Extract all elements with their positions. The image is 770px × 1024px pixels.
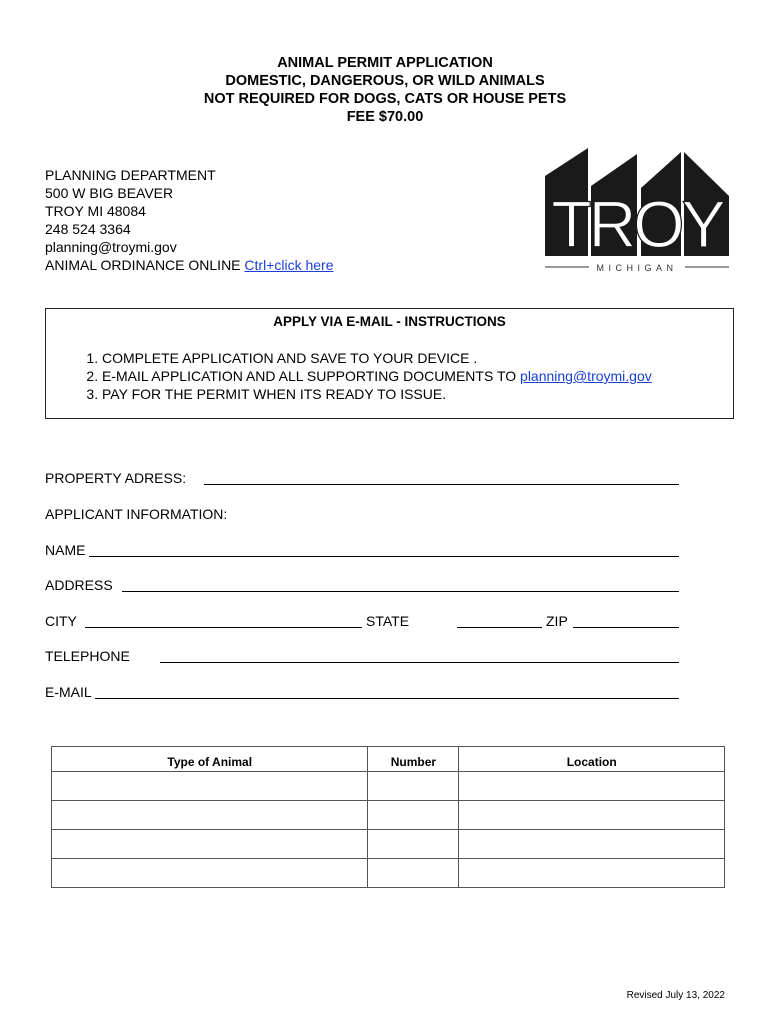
instruction-text: E-MAIL APPLICATION AND ALL SUPPORTING DOCUMENTS TO xyxy=(102,368,521,384)
table-header-row xyxy=(52,747,725,772)
address-label: ADDRESS xyxy=(45,577,113,593)
animal-location-cell[interactable] xyxy=(459,859,725,888)
instruction-item: 1. COMPLETE APPLICATION AND SAVE TO YOUR DEVICE . xyxy=(102,349,733,367)
ordinance-line xyxy=(45,256,334,274)
table-row xyxy=(52,772,725,801)
animal-type-cell[interactable] xyxy=(52,772,368,801)
email-link[interactable]: planning@troymi.gov xyxy=(520,368,652,384)
location-header: Location xyxy=(459,747,725,772)
logo-word: TROY xyxy=(551,187,723,261)
state-field[interactable] xyxy=(457,627,542,628)
logo-subtitle: MICHIGAN xyxy=(596,263,678,273)
animal-type-cell[interactable] xyxy=(52,859,368,888)
instructions-list xyxy=(46,349,733,403)
contact-block xyxy=(45,166,334,274)
city-label: CITY xyxy=(45,613,77,629)
street-address: 500 W BIG BEAVER xyxy=(45,185,174,201)
city-state-zip: TROY MI 48084 xyxy=(45,203,146,219)
email-label: E-MAIL xyxy=(45,684,92,700)
applicant-info-heading: APPLICANT INFORMATION: xyxy=(45,506,228,522)
form-subtitle: DOMESTIC, DANGEROUS, OR WILD ANIMALS xyxy=(225,73,545,89)
contact-email: planning@troymi.gov xyxy=(45,239,177,255)
animal-location-cell[interactable] xyxy=(459,772,725,801)
form-title-block xyxy=(0,54,770,126)
form-note: NOT REQUIRED FOR DOGS, CATS OR HOUSE PETS xyxy=(203,91,567,107)
instruction-item xyxy=(102,367,733,385)
instruction-item: 3. PAY FOR THE PERMIT WHEN ITS READY TO ISSUE. xyxy=(102,385,733,403)
property-address-field[interactable] xyxy=(204,484,679,485)
city-field[interactable] xyxy=(85,627,362,628)
animal-number-cell[interactable] xyxy=(368,772,459,801)
name-field[interactable] xyxy=(89,556,679,557)
ordinance-label: ANIMAL ORDINANCE ONLINE xyxy=(45,257,245,273)
instructions-box xyxy=(45,308,734,419)
animal-number-cell[interactable] xyxy=(368,859,459,888)
animal-type-cell[interactable] xyxy=(52,830,368,859)
number-header: Number xyxy=(368,747,459,772)
phone-number: 248 524 3364 xyxy=(45,221,131,237)
troy-logo xyxy=(541,146,733,276)
animal-table xyxy=(51,746,725,888)
zip-field[interactable] xyxy=(573,627,679,628)
address-field[interactable] xyxy=(122,591,679,592)
animal-number-cell[interactable] xyxy=(368,830,459,859)
table-row xyxy=(52,801,725,830)
telephone-label: TELEPHONE xyxy=(45,648,130,664)
zip-label: ZIP xyxy=(546,613,568,629)
animal-location-cell[interactable] xyxy=(459,801,725,830)
animal-type-cell[interactable] xyxy=(52,801,368,830)
department-name: PLANNING DEPARTMENT xyxy=(45,167,216,183)
table-row xyxy=(52,830,725,859)
fee-label: FEE $70.00 xyxy=(346,109,424,125)
form-title: ANIMAL PERMIT APPLICATION xyxy=(277,55,493,71)
ordinance-link[interactable]: Ctrl+click here xyxy=(244,257,334,273)
animal-location-cell[interactable] xyxy=(459,830,725,859)
telephone-field[interactable] xyxy=(160,662,679,663)
name-label: NAME xyxy=(45,542,86,558)
type-of-animal-header: Type of Animal xyxy=(52,747,368,772)
animal-number-cell[interactable] xyxy=(368,801,459,830)
revision-date: Revised July 13, 2022 xyxy=(626,990,725,1001)
instructions-heading: APPLY VIA E-MAIL - INSTRUCTIONS xyxy=(273,314,506,329)
property-address-label: PROPERTY ADRESS: xyxy=(45,470,187,486)
state-label: STATE xyxy=(366,613,410,629)
table-row xyxy=(52,859,725,888)
email-field[interactable] xyxy=(95,698,679,699)
